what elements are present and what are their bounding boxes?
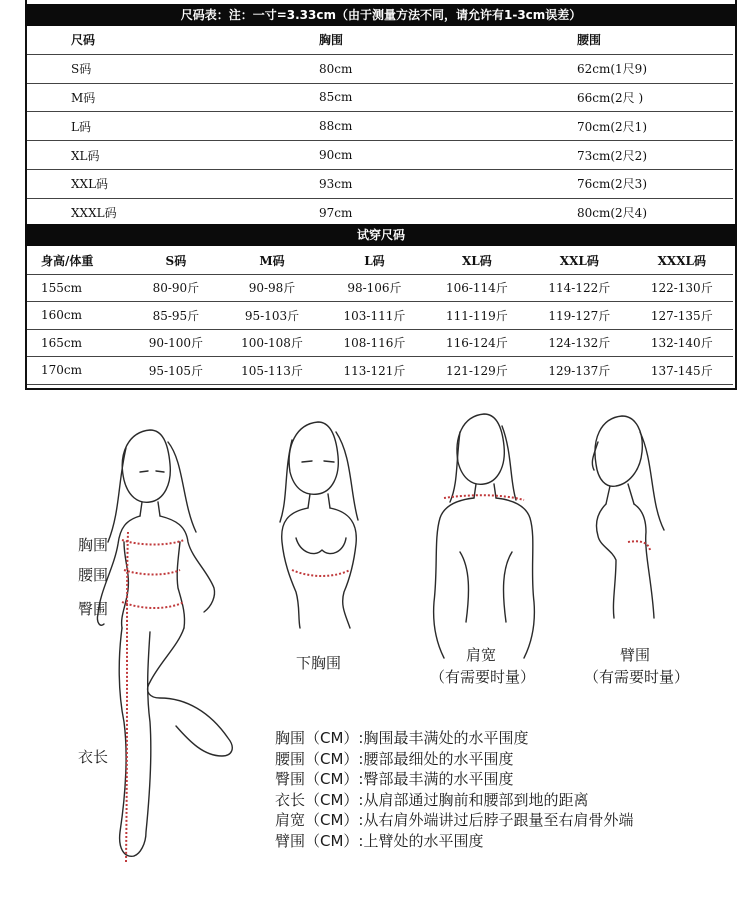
weight-cell: 80-90斤 (131, 274, 221, 302)
bust-figure (280, 422, 358, 628)
table-row (27, 54, 733, 83)
table-row (27, 83, 733, 112)
size-cell: M码 (27, 83, 231, 112)
weight-cell: 132-140斤 (631, 329, 733, 357)
table-row (27, 112, 733, 141)
table-header-row (27, 247, 733, 274)
table-row (27, 329, 733, 357)
size-table (27, 26, 733, 228)
weight-cell: 103-111斤 (323, 302, 425, 330)
full-body-figure (97, 430, 232, 856)
weight-cell: 95-105斤 (131, 357, 221, 385)
weight-cell: 98-106斤 (323, 274, 425, 302)
header-xxxl: XXXL码 (631, 247, 733, 274)
fit-table-caption: 试穿尺码 (25, 224, 737, 246)
weight-cell: 116-124斤 (426, 329, 528, 357)
weight-cell: 108-116斤 (323, 329, 425, 357)
definition-hip: 臀围（CM）:臀部最丰满的水平围度 (275, 770, 514, 788)
weight-cell: 85-95斤 (131, 302, 221, 330)
label-waist: 腰围 (78, 566, 109, 584)
weight-cell: 122-130斤 (631, 274, 733, 302)
header-s: S码 (131, 247, 221, 274)
size-cell: XL码 (27, 141, 231, 170)
table-row (27, 198, 733, 227)
height-cell: 155cm (27, 274, 131, 302)
header-xl: XL码 (426, 247, 528, 274)
label-hip: 臀围 (78, 600, 109, 618)
weight-cell: 121-129斤 (426, 357, 528, 385)
length-line (126, 532, 128, 862)
hip-line (122, 602, 184, 608)
waist-cell: 80cm(2尺4) (449, 198, 733, 227)
shoulder-line (444, 495, 524, 500)
label-arm-note: （有需要时量） (584, 668, 690, 686)
label-chest: 胸围 (78, 536, 109, 554)
header-m: M码 (221, 247, 323, 274)
waist-cell: 70cm(2尺1) (449, 112, 733, 141)
waist-cell: 76cm(2尺3) (449, 169, 733, 198)
weight-cell: 124-132斤 (528, 329, 630, 357)
waist-cell: 62cm(1尺9) (449, 54, 733, 83)
header-chest: 胸围 (231, 26, 449, 54)
weight-cell: 95-103斤 (221, 302, 323, 330)
header-size: 尺码 (27, 26, 231, 54)
weight-cell: 119-127斤 (528, 302, 630, 330)
size-cell: XXXL码 (27, 198, 231, 227)
chest-cell: 97cm (231, 198, 449, 227)
label-under-bust: 下胸围 (296, 654, 342, 672)
size-cell: XXL码 (27, 169, 231, 198)
weight-cell: 127-135斤 (631, 302, 733, 330)
back-figure (434, 414, 535, 658)
chest-line (122, 540, 184, 545)
height-cell: 165cm (27, 329, 131, 357)
table-bottom-border (25, 388, 737, 390)
underbust-line (292, 570, 350, 576)
definition-waist: 腰围（CM）:腰部最细处的水平围度 (275, 749, 514, 768)
size-cell: S码 (27, 54, 231, 83)
size-table-caption: 尺码表：注：一寸=3.33cm（由于测量方法不同，请允许有1-3cm误差） (25, 4, 737, 26)
height-cell: 160cm (27, 302, 131, 330)
header-l: L码 (323, 247, 425, 274)
chest-cell: 90cm (231, 141, 449, 170)
table-header-row (27, 26, 733, 54)
height-cell: 170cm (27, 357, 131, 385)
waist-line (124, 570, 180, 575)
size-cell: L码 (27, 112, 231, 141)
table-row (27, 169, 733, 198)
header-height-weight: 身高/体重 (27, 247, 131, 274)
waist-cell: 66cm(2尺 ) (449, 83, 733, 112)
waist-cell: 73cm(2尺2) (449, 141, 733, 170)
label-shoulder: 肩宽 (466, 646, 497, 664)
weight-cell: 113-121斤 (323, 357, 425, 385)
fit-table (27, 247, 733, 385)
table-row (27, 302, 733, 330)
header-xxl: XXL码 (528, 247, 630, 274)
chest-cell: 93cm (231, 169, 449, 198)
chest-cell: 88cm (231, 112, 449, 141)
chest-cell: 85cm (231, 83, 449, 112)
table-row (27, 357, 733, 385)
measurement-definitions (275, 728, 633, 851)
label-length: 衣长 (78, 748, 109, 766)
side-figure (592, 416, 664, 618)
definition-length: 衣长（CM）:从肩部通过胸前和腰部到地的距离 (275, 790, 589, 809)
label-shoulder-note: （有需要时量） (430, 668, 536, 686)
weight-cell: 129-137斤 (528, 357, 630, 385)
definition-arm: 臂围（CM）:上臂处的水平围度 (275, 831, 484, 850)
label-arm: 臂围 (620, 646, 651, 664)
weight-cell: 114-122斤 (528, 274, 630, 302)
table-row (27, 141, 733, 170)
definition-shoulder: 肩宽（CM）:从右肩外端讲过后脖子跟量至右肩骨外端 (275, 811, 634, 829)
chest-cell: 80cm (231, 54, 449, 83)
weight-cell: 100-108斤 (221, 329, 323, 357)
weight-cell: 137-145斤 (631, 357, 733, 385)
weight-cell: 106-114斤 (426, 274, 528, 302)
definition-chest: 胸围（CM）:胸围最丰满处的水平围度 (275, 729, 529, 747)
weight-cell: 111-119斤 (426, 302, 528, 330)
header-waist: 腰围 (449, 26, 733, 54)
weight-cell: 90-100斤 (131, 329, 221, 357)
table-row (27, 274, 733, 302)
weight-cell: 105-113斤 (221, 357, 323, 385)
weight-cell: 90-98斤 (221, 274, 323, 302)
